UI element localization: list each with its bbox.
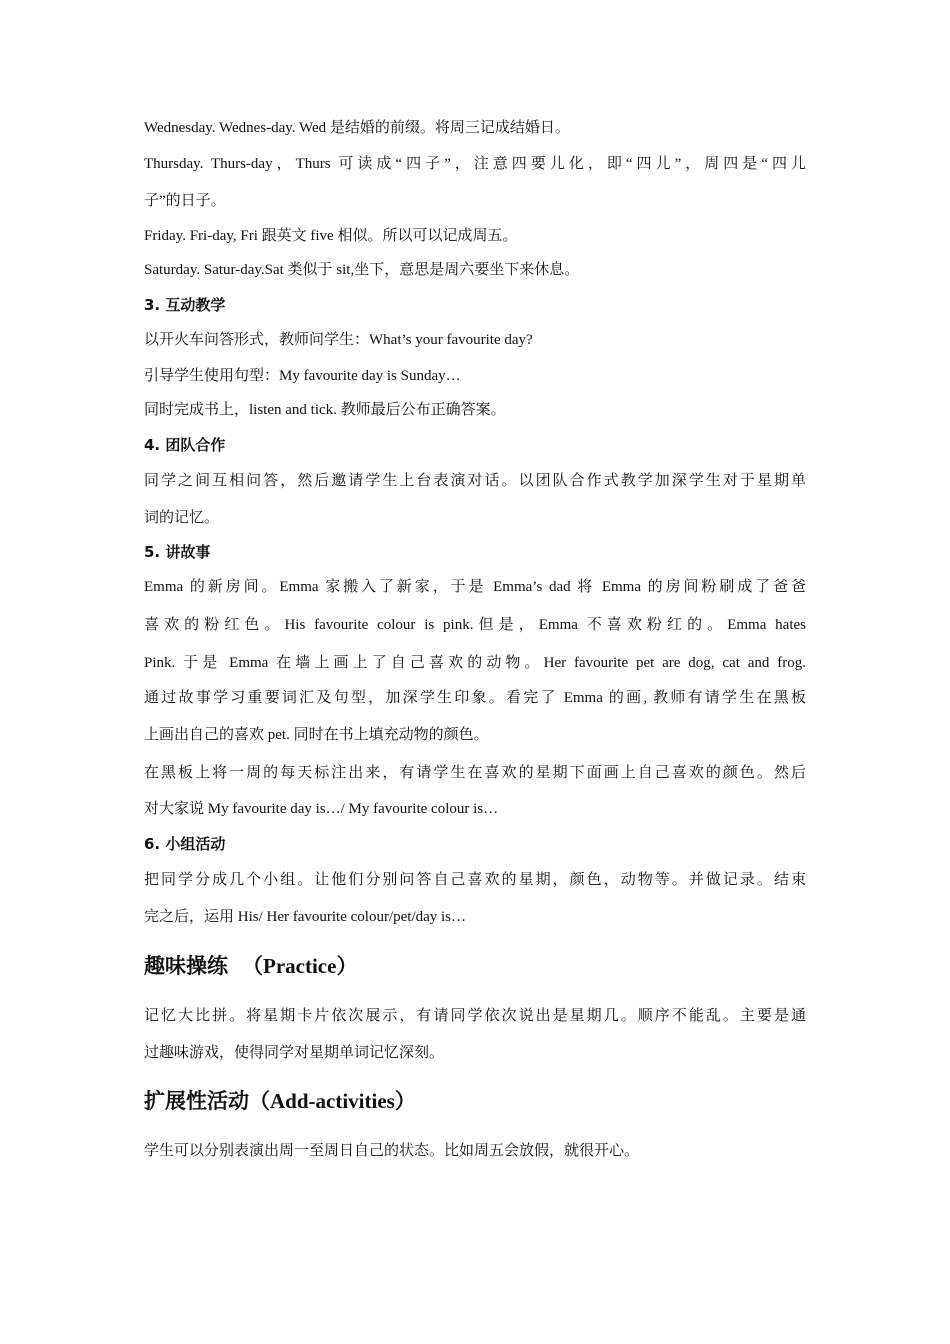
section-4-line-2: 词的记忆。 [144,510,220,526]
section-6-heading: 6. 小组活动 [144,835,226,853]
section-5-line-7: 对大家说 My favourite day is…/ My favourite colour is… [144,801,499,817]
friday-line: Friday. Fri-day, Fri 跟英文 five 相似。所以可以记成周五。 [144,228,518,244]
section-5-heading: 5. 讲故事 [144,543,211,561]
section-4-line-1: 同学之间互相问答，然后邀请学生上台表演对话。以团队合作式教学加深学生对于星期单 [144,473,806,489]
add-activities-heading-en: （Add-activities） [249,1089,416,1113]
practice-line-1: 记忆大比拼。将星期卡片依次展示，有请同学依次说出是星期几。顺序不能乱。主要是通 [144,1008,806,1024]
practice-heading [144,952,357,980]
thursday-line-2: 子”的日子。 [144,193,226,209]
section-4-heading: 4. 团队合作 [144,436,226,454]
section-3-line-1: 以开火车问答形式，教师问学生：What’s your favourite day? [144,332,533,348]
section-3-heading: 3. 互动教学 [144,296,226,314]
section-6-line-2: 完之后，运用 His/ Her favourite colour/pet/day is… [144,909,467,925]
section-5-line-2: 喜欢的粉红色。His favourite colour is pink.但是，Emma 不喜欢粉红的。Emma hates [144,617,806,633]
section-5-line-4: 通过故事学习重要词汇及句型，加深学生印象。看完了 Emma 的画, 教师有请学生在黑板 [144,690,806,706]
add-activities-heading [144,1087,416,1115]
practice-heading-en: （Practice） [242,954,358,978]
thursday-line-1: Thursday. Thurs-day，Thurs 可读成“四子”，注意四要儿化，即“四儿”，周四是“四儿 [144,156,806,172]
section-5-line-6: 在黑板上将一周的每天标注出来，有请学生在喜欢的星期下面画上自己喜欢的颜色。然后 [144,765,806,781]
section-3-line-2: 引导学生使用句型：My favourite day is Sunday… [144,368,461,384]
section-6-line-1: 把同学分成几个小组。让他们分别问答自己喜欢的星期，颜色，动物等。并做记录。结束 [144,872,806,888]
section-5-line-1: Emma 的新房间。Emma 家搬入了新家，于是 Emma’s dad 将 Emma 的房间粉刷成了爸爸 [144,579,806,595]
saturday-line: Saturday. Satur-day.Sat 类似于 sit,坐下，意思是周六要坐下来休息。 [144,262,580,278]
section-3-line-3: 同时完成书上，listen and tick. 教师最后公布正确答案。 [144,402,506,418]
practice-line-2: 过趣味游戏，使得同学对星期单词记忆深刻。 [144,1045,445,1061]
practice-heading-cn: 趣味操练 [144,954,228,978]
add-activities-heading-cn: 扩展性活动 [144,1089,249,1113]
section-5-line-3: Pink. 于是 Emma 在墙上画上了自己喜欢的动物。Her favourite pet are dog, cat and frog. [144,655,806,671]
add-activities-line-1: 学生可以分别表演出周一至周日自己的状态。比如周五会放假，就很开心。 [144,1143,640,1159]
wednesday-line: Wednesday. Wednes-day. Wed 是结婚的前缀。将周三记成结婚日。 [144,120,570,136]
section-5-line-5: 上画出自己的喜欢 pet. 同时在书上填充动物的颜色。 [144,727,489,743]
